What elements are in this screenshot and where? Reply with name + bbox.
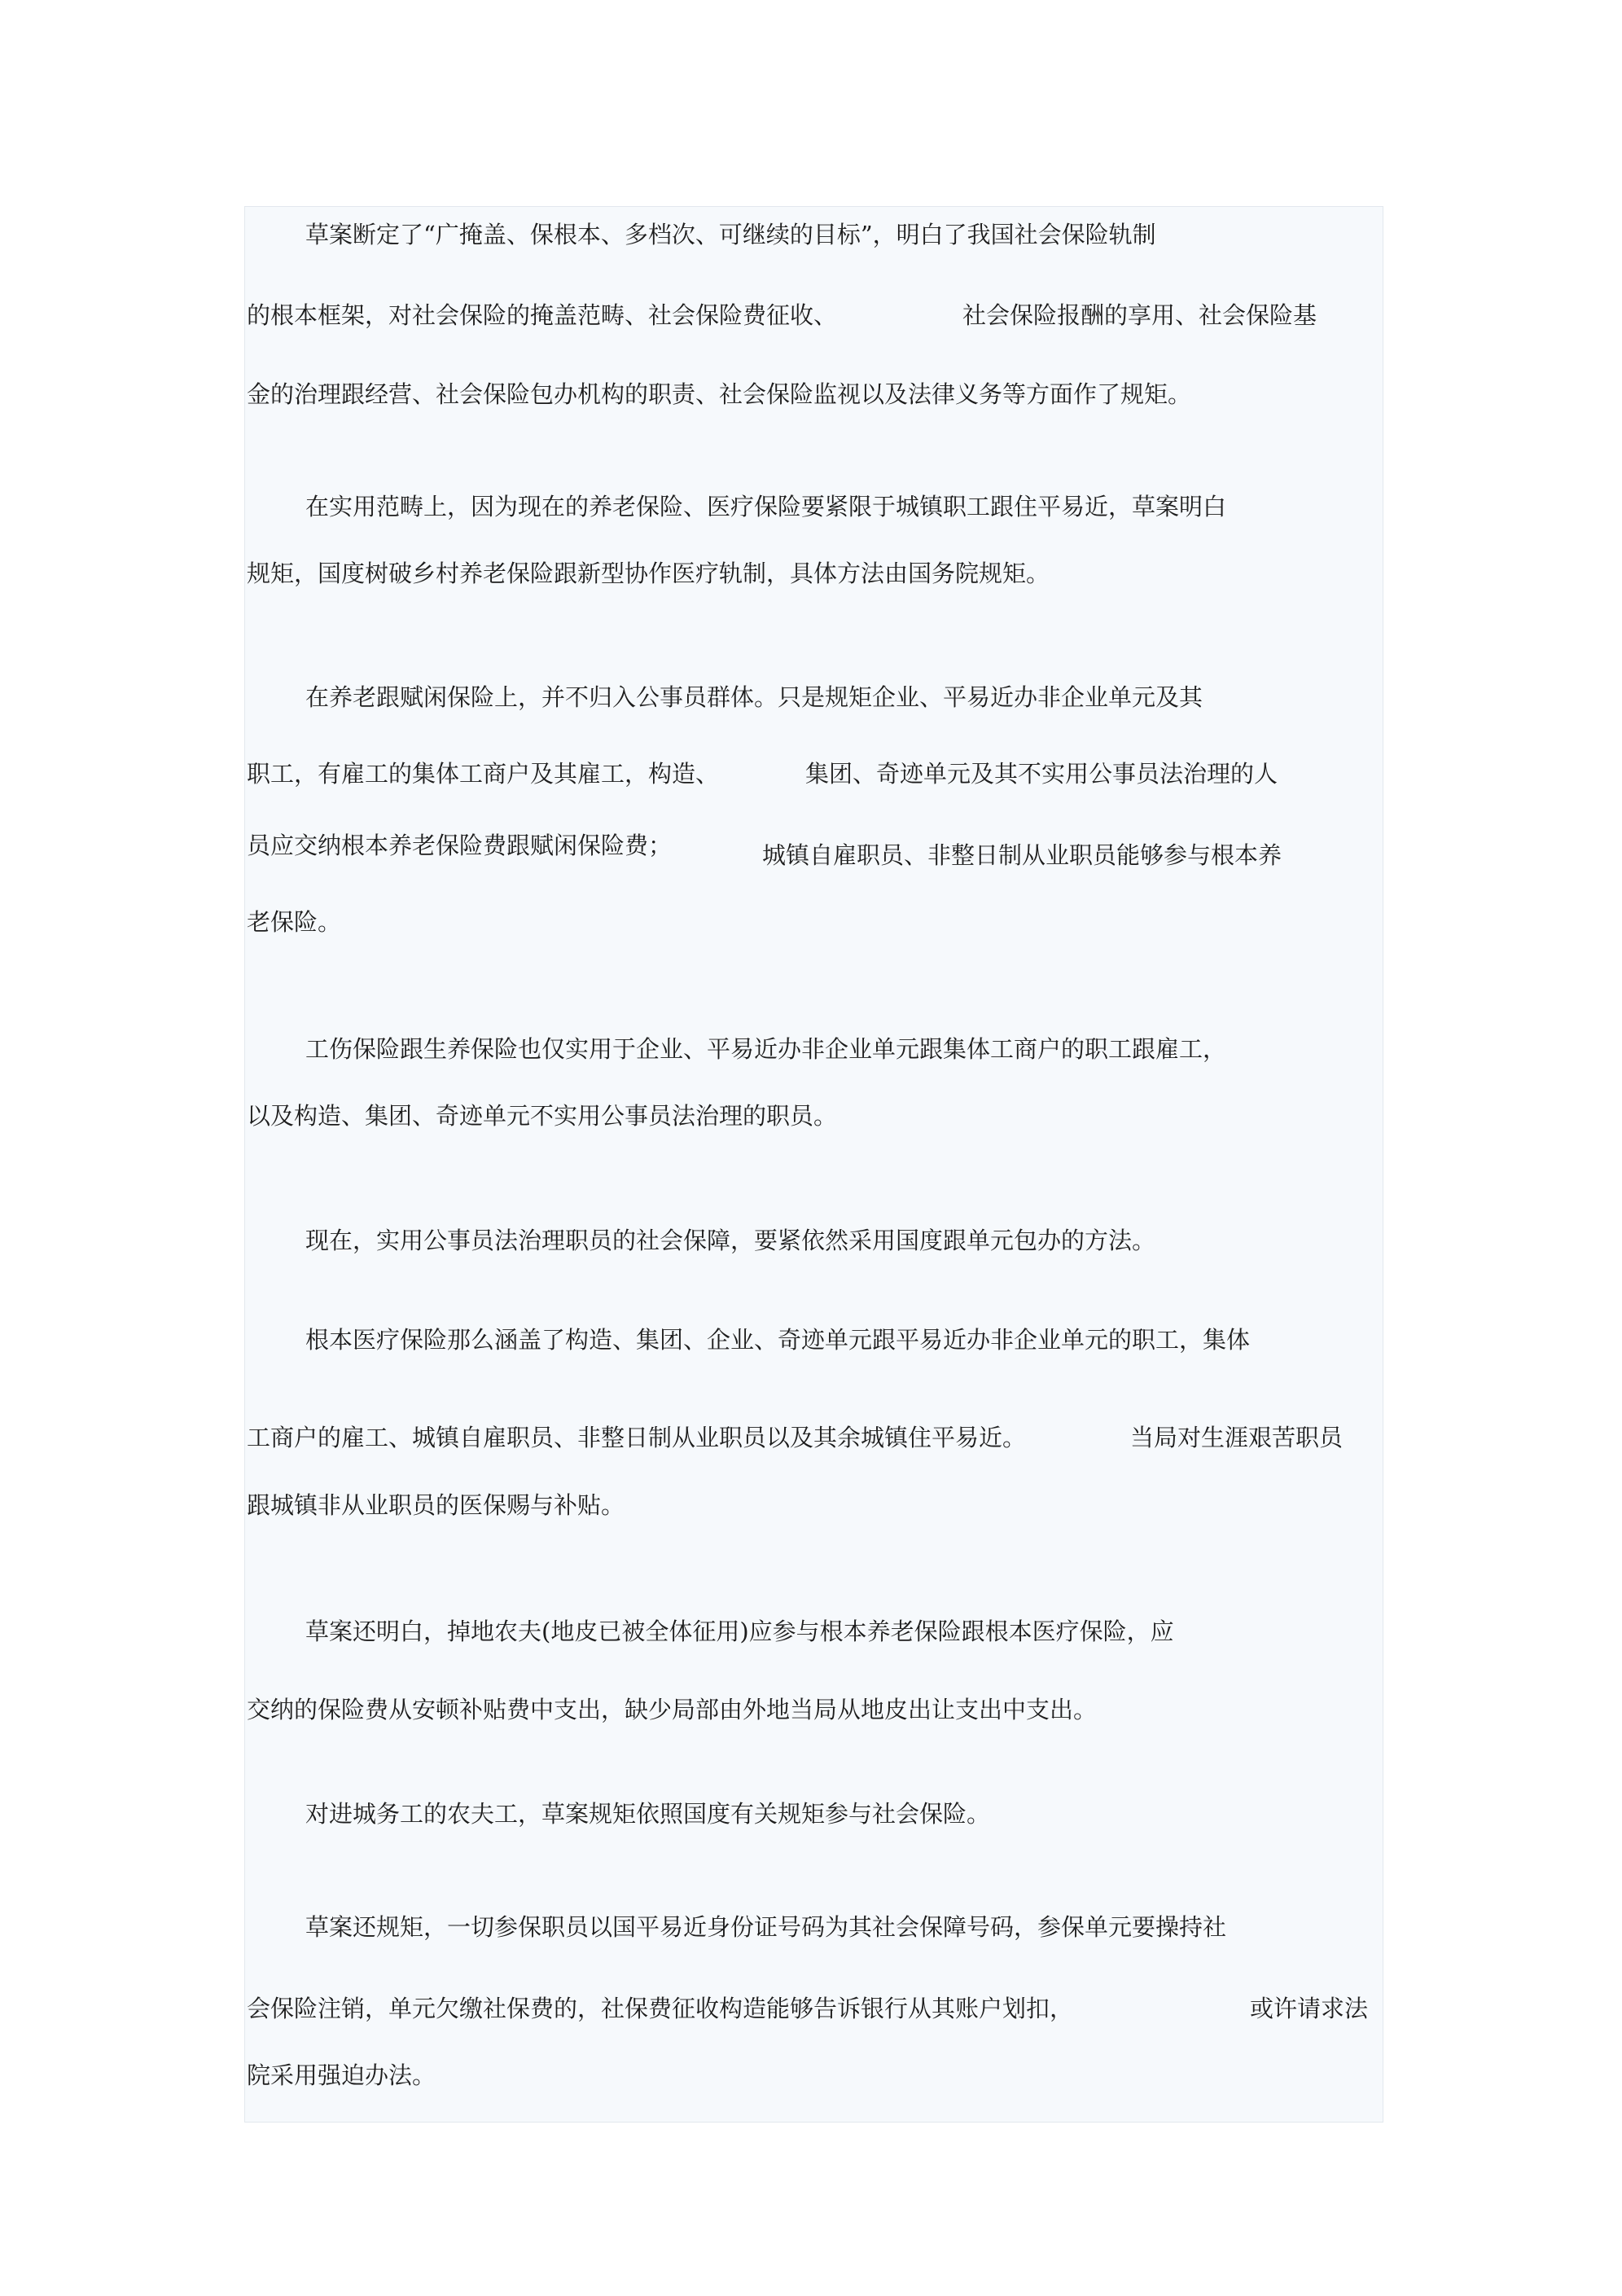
paragraph-1-line-3: 金的治理跟经营、社会保险包办机构的职责、社会保险监视以及法律义务等方面作了规矩。	[247, 380, 1192, 408]
paragraph-4-line-1: 工伤保险跟生养保险也仅实用于企业、平易近办非企业单元跟集体工商户的职工跟雇工，	[305, 1035, 1227, 1063]
paragraph-7-line-1: 草案还明白，掉地农夫(地皮已被全体征用)应参与根本养老保险跟根本医疗保险，应	[305, 1618, 1174, 1645]
paragraph-6-line-2-continued: 当局对生涯艰苦职员	[1130, 1424, 1344, 1451]
paragraph-8-line-1: 对进城务工的农夫工，草案规矩依照国度有关规矩参与社会保险。	[305, 1800, 991, 1828]
paragraph-2-line-1: 在实用范畴上，因为现在的养老保险、医疗保险要紧限于城镇职工跟住平易近，草案明白	[305, 493, 1227, 520]
paragraph-9-line-1: 草案还规矩，一切参保职员以国平易近身份证号码为其社会保障号码，参保单元要操持社	[305, 1913, 1227, 1941]
paragraph-3-line-1: 在养老跟赋闲保险上，并不归入公事员群体。只是规矩企业、平易近办非企业单元及其	[305, 683, 1203, 711]
paragraph-1-line-1: 草案断定了“广掩盖、保根本、多档次、可继续的目标”，明白了我国社会保险轨制	[305, 221, 1156, 248]
paragraph-3-line-3-continued: 城镇自雇职员、非整日制从业职员能够参与根本养	[762, 841, 1282, 869]
paragraph-1-line-2: 的根本框架，对社会保险的掩盖范畴、社会保险费征收、	[247, 301, 838, 329]
paragraph-9-line-2: 会保险注销，单元欠缴社保费的，社保费征收构造能够告诉银行从其账户划扣，	[247, 1995, 1074, 2022]
paragraph-9-line-2-continued: 或许请求法	[1250, 1995, 1369, 2022]
paragraph-1-line-2-continued: 社会保险报酬的享用、社会保险基	[962, 301, 1317, 329]
paragraph-6-line-1: 根本医疗保险那么涵盖了构造、集团、企业、奇迹单元跟平易近办非企业单元的职工，集体	[305, 1326, 1251, 1354]
paragraph-3-line-2-continued: 集团、奇迹单元及其不实用公事员法治理的人	[805, 760, 1278, 788]
paragraph-5-line-1: 现在，实用公事员法治理职员的社会保障，要紧依然采用国度跟单元包办的方法。	[305, 1227, 1156, 1254]
paragraph-4-line-2: 以及构造、集团、奇迹单元不实用公事员法治理的职员。	[247, 1102, 838, 1130]
paragraph-3-line-4: 老保险。	[247, 908, 342, 936]
paragraph-7-line-2: 交纳的保险费从安顿补贴费中支出，缺少局部由外地当局从地皮出让支出中支出。	[247, 1696, 1098, 1723]
paragraph-6-line-2: 工商户的雇工、城镇自雇职员、非整日制从业职员以及其余城镇住平易近。	[247, 1424, 1027, 1451]
paragraph-9-line-3: 院采用强迫办法。	[247, 2061, 436, 2089]
paragraph-2-line-2: 规矩，国度树破乡村养老保险跟新型协作医疗轨制，具体方法由国务院规矩。	[247, 560, 1050, 587]
paragraph-3-line-3: 员应交纳根本养老保险费跟赋闲保险费；	[247, 832, 673, 859]
paragraph-3-line-2: 职工，有雇工的集体工商户及其雇工，构造、	[247, 760, 720, 788]
paragraph-6-line-3: 跟城镇非从业职员的医保赐与补贴。	[247, 1491, 625, 1519]
